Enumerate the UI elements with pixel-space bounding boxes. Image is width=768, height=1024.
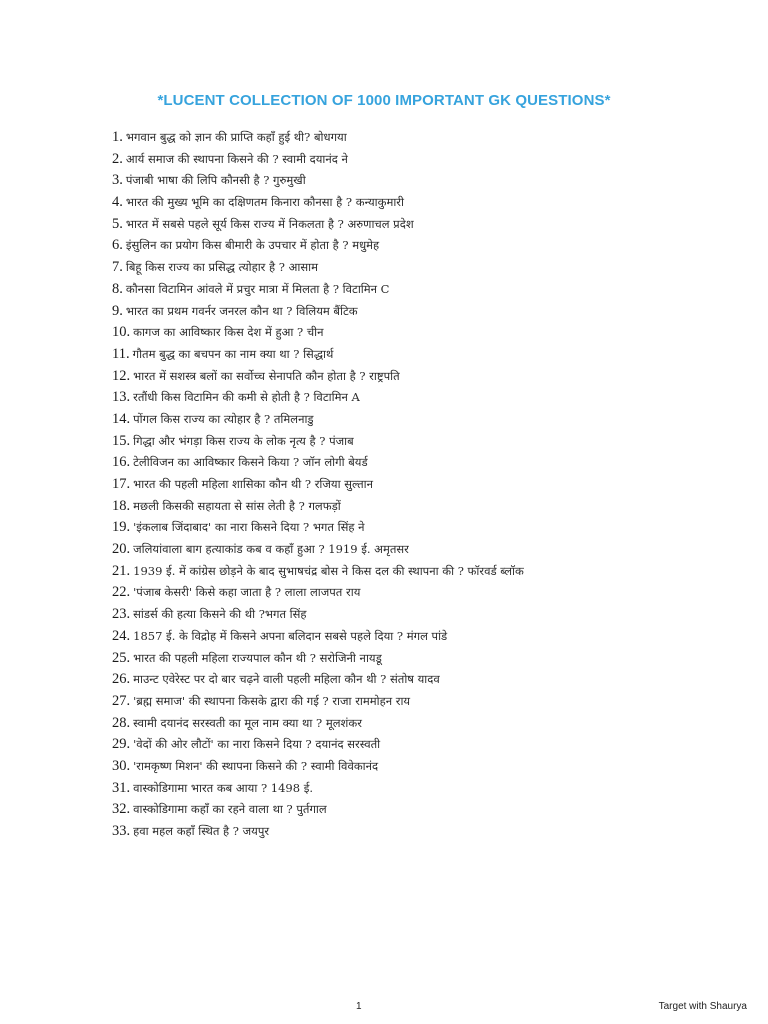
list-item <box>112 149 752 171</box>
question-number: 4. <box>112 194 123 211</box>
question-number: 5. <box>112 215 123 232</box>
question-text: भारत में सशस्त्र बलों का सर्वोच्च सेनापति कौन होता है ? राष्ट्रपति <box>133 368 400 383</box>
question-number: 17. <box>112 476 131 492</box>
question-text: पोंगल किस राज्य का त्योहार है ? तमिलनाडु <box>133 411 314 426</box>
list-item <box>112 799 752 821</box>
list-item <box>112 539 752 561</box>
question-text: सांडर्स की हत्या किसने की थी ?भगत सिंह <box>133 607 307 622</box>
list-item <box>112 713 752 735</box>
question-number: 19. <box>112 519 131 536</box>
question-text: टेलीविजन का आविष्कार किसने किया ? जॉन लोगी बेयर्ड <box>133 455 368 470</box>
question-text: वास्कोडिगामा भारत कब आया ? 1498 ई. <box>133 780 314 795</box>
question-number: 10. <box>112 324 131 341</box>
list-item <box>112 214 752 236</box>
question-text: हवा महल कहाँ स्थित है ? जयपुर <box>133 824 270 838</box>
question-text: 'रामकृष्ण मिशन' की स्थापना किसने की ? स्वामी विवेकानंद <box>133 758 379 773</box>
list-item <box>112 669 752 691</box>
question-number: 31. <box>112 779 131 796</box>
page-number: 1 <box>356 1001 362 1012</box>
question-text: कागज का आविष्कार किस देश में हुआ ? चीन <box>133 325 324 340</box>
question-number: 20. <box>112 541 131 558</box>
list-item <box>112 409 752 431</box>
list-item <box>112 821 752 843</box>
question-list <box>112 127 752 843</box>
question-number: 14. <box>112 410 131 427</box>
list-item <box>112 778 752 800</box>
question-number: 16. <box>112 454 131 471</box>
list-item <box>112 604 752 626</box>
question-text: भारत का प्रथम गवर्नर जनरल कौन था ? विलियम बैंटिक <box>125 303 358 318</box>
question-number: 27. <box>112 692 131 709</box>
question-text: 1857 ई. के विद्रोह में किसने अपना बलिदान सबसे पहले दिया ? मंगल पांडे <box>133 628 448 643</box>
list-item <box>112 496 752 518</box>
list-item <box>112 734 752 756</box>
question-number: 11. <box>112 345 130 362</box>
list-item <box>112 648 752 670</box>
list-item <box>112 452 752 474</box>
question-text: भगवान बुद्ध को ज्ञान की प्राप्ति कहाँ हुई थी? बोधगया <box>125 130 347 144</box>
question-number: 22. <box>112 584 131 601</box>
question-text: गिद्धा और भंगड़ा किस राज्य के लोक नृत्य है ? पंजाब <box>133 433 354 448</box>
question-number: 18. <box>112 497 131 514</box>
list-item <box>112 170 752 192</box>
question-number: 29. <box>112 736 131 753</box>
list-item <box>112 691 752 713</box>
question-number: 8. <box>112 280 123 297</box>
question-text: भारत की पहली महिला शासिका कौन थी ? रजिया सुल्तान <box>133 477 374 491</box>
list-item <box>112 474 752 496</box>
footer-brand: Target with Shaurya <box>658 1001 747 1012</box>
question-text: गौतम बुद्ध का बचपन का नाम क्या था ? सिद्धार्थ <box>132 346 334 361</box>
list-item <box>112 387 752 409</box>
question-number: 21. <box>112 562 131 579</box>
question-text: 'इंकलाब जिंदाबाद' का नारा किसने दिया ? भगत सिंह ने <box>133 520 365 535</box>
question-text: भारत की पहली महिला राज्यपाल कौन थी ? सरोजिनी नायडू <box>133 650 382 665</box>
question-number: 7. <box>112 259 123 276</box>
list-item <box>112 517 752 539</box>
question-number: 12. <box>112 367 131 384</box>
question-text: इंसुलिन का प्रयोग किस बीमारी के उपचार में होता है ? मधुमेह <box>125 238 380 253</box>
question-number: 15. <box>112 432 131 449</box>
question-text: 'ब्रह्म समाज' की स्थापना किसके द्वारा की गई ? राजा राममोहन राय <box>133 693 411 708</box>
question-number: 28. <box>112 714 131 731</box>
list-item <box>112 756 752 778</box>
list-item <box>112 626 752 648</box>
question-number: 1. <box>112 129 123 145</box>
list-item <box>112 235 752 257</box>
list-item <box>112 322 752 344</box>
list-item <box>112 127 752 149</box>
question-text: पंजाबी भाषा की लिपि कौनसी है ? गुरुमुखी <box>125 173 306 188</box>
question-number: 26. <box>112 671 131 688</box>
question-text: आर्य समाज की स्थापना किसने की ? स्वामी दयानंद ने <box>125 151 348 166</box>
question-text: वास्कोडिगामा कहाँ का रहने वाला था ? पुर्तगाल <box>133 802 327 817</box>
list-item <box>112 431 752 453</box>
question-number: 24. <box>112 627 131 644</box>
question-number: 3. <box>112 172 123 189</box>
question-number: 13. <box>112 389 131 406</box>
question-number: 32. <box>112 801 131 818</box>
question-text: बिहू किस राज्य का प्रसिद्ध त्योहार है ? आसाम <box>125 260 319 275</box>
list-item <box>112 582 752 604</box>
question-text: माउन्ट एवेरेस्ट पर दो बार चढ़ने वाली पहली महिला कौन थी ? संतोष यादव <box>133 672 440 687</box>
question-number: 9. <box>112 302 123 319</box>
question-number: 30. <box>112 757 131 774</box>
question-number: 33. <box>112 823 131 839</box>
list-item <box>112 257 752 279</box>
list-item <box>112 301 752 323</box>
list-item <box>112 366 752 388</box>
list-item <box>112 561 752 583</box>
question-text: भारत में सबसे पहले सूर्य किस राज्य में निकलता है ? अरुणाचल प्रदेश <box>125 216 414 231</box>
question-number: 2. <box>112 150 123 167</box>
question-text: कौनसा विटामिन आंवले में प्रचुर मात्रा में मिलता है ? विटामिन C <box>125 281 390 296</box>
question-number: 23. <box>112 606 131 623</box>
page-title: *LUCENT COLLECTION OF 1000 IMPORTANT GK QUESTIONS* <box>157 92 611 109</box>
question-text: 1939 ई. में कांग्रेस छोड़ने के बाद सुभाषचंद्र बोस ने किस दल की स्थापना की ? फॉरवर्ड ब्लॉक <box>133 563 524 578</box>
question-text: जलियांवाला बाग हत्याकांड कब व कहाँ हुआ ? 1919 ई. अमृतसर <box>133 542 409 557</box>
question-number: 6. <box>112 237 123 254</box>
question-number: 25. <box>112 649 131 666</box>
question-text: रतौंधी किस विटामिन की कमी से होती है ? विटामिन A <box>133 390 360 405</box>
question-text: 'पंजाब केसरी' किसे कहा जाता है ? लाला लाजपत राय <box>133 585 361 600</box>
list-item <box>112 192 752 214</box>
question-text: स्वामी दयानंद सरस्वती का मूल नाम क्या था ? मूलशंकर <box>133 715 362 730</box>
list-item <box>112 279 752 301</box>
question-text: मछली किसकी सहायता से सांस लेती है ? गलफड़ों <box>133 498 341 513</box>
question-text: 'वेदों की ओर लौटों' का नारा किसने दिया ? दयानंद सरस्वती <box>133 737 381 752</box>
question-text: भारत की मुख्य भूमि का दक्षिणतम किनारा कौनसा है ? कन्याकुमारी <box>125 195 404 210</box>
list-item <box>112 344 752 366</box>
